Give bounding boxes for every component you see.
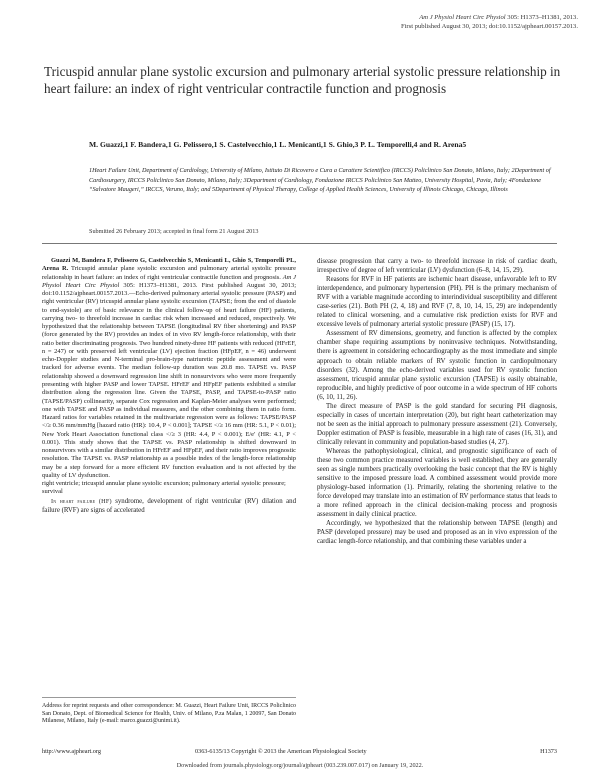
first-published: First published August 30, 2013; doi:10.1152/ajpheart.00157.2013. xyxy=(400,23,578,30)
body-paragraph: The direct measure of PASP is the gold standard for securing PH diagnosis, especially in cases of uncertain interpretation (20), but right heart catheterization may not be seen as the initial approach to pulmonary pressure assessment (21). Conversely, Doppler estimation of PASP is feasible, measurable in a high rate of cases (16, 31), and clinically relevant in community and population-based studies (4, 27). xyxy=(317,402,557,446)
right-column xyxy=(317,257,557,547)
body-paragraph: Whereas the pathophysiological, clinical, and prognostic significance of each of these two common practice measured variables is well established, they are generally seen as single numbers practically overlooking the basic concept that the RV is highly sensitive to the imposed pressure load. A combined assessment would provide more physiology-based information (1). Primarily, relating the shortening relative to the force developed may translate into an estimation of RV performance status that leads to a more refined approach in the clinical decision-making process and prognosis assessment in daily clinical practice. xyxy=(317,447,557,519)
copyright-line: 0363-6135/13 Copyright © 2013 the American Physiological Society xyxy=(195,748,367,755)
abstract-body: Echo-derived pulmonary arterial systolic pressure (PASP) and right ventricular (RV) tricuspid annular plane systolic excursion (TAPSE; from the end of diastole to end-systole) are of basic relevance in the clinical follow-up of heart failure (HF) patients, carrying two- to threefold increase in cardiac risk when increased and reduced, respectively. We hypothesized that the relationship between TAPSE (longitudinal RV fiber shortening) and PASP (force generated by the RV) provides an index of in vivo RV length-force relationship, with their ratio better discriminating prognosis. Two hundred ninety-three HF patients with reduced (HFrEF, n = 247) or with preserved left ventricular (LV) ejection fraction (HFpEF, n = 46) underwent echo-Doppler studies and N-terminal pro-brain-type natriuretic peptide assessment and were tracked for adverse events. The median follow-up duration was 20.8 mo. TAPSE vs. PASP relationship showed a downward regression line shift in nonsurvivors who were more frequently presenting with higher PASP and lower TAPSE. HFrEF and HFpEF patients exhibited a similar distribution along the regression line. Given the TAPSE, PASP, and TAPSE-to-PASP ratio (TAPSE/PASP) collinearity, separate Cox regression and Kaplan-Meier analyses were performed; one with TAPSE and PASP as individual measures, and the other combining them in ratio form. Hazard ratios for variables retained in the multivariate regression were as follows: TAPSE/PASP </≥ 0.36 mm/mmHg [hazard ratio (HR): 10.4, P < 0.001]; TAPSE </≥ 16 mm (HR: 5.1, P < 0.01); New York Heart Association functional class </≥ 3 (HR: 4.4, P < 0.001); E/e′ (HR: 4.1, P < 0.001). This study shows that the TAPSE vs. PASP relationship is shifted downward in nonsurvivors with a similar distribution in HFrEF and HFpEF, and their ratio improves prognostic resolution. The TAPSE vs. PASP relationship as a possible index of the length-force relationship may be a step forward for a more efficient RV function evaluation and is not affected by the quality of LV dysfunction. xyxy=(42,290,296,479)
page-number: H1373 xyxy=(540,748,557,755)
abstract-cite-tail: 305: H1373–H1381, 2013. First published August 30, 2013; doi:10.1152/ajpheart.00157.2013.— xyxy=(42,281,296,298)
left-column xyxy=(42,257,296,515)
header-divider xyxy=(42,243,557,244)
running-header xyxy=(401,13,578,31)
footnote-divider xyxy=(42,697,296,698)
abstract-cite-title: Tricuspid annular plane systolic excursion and pulmonary arterial systolic pressure relationship in heart failure: an index of right ventricular contractile function and prognosis. xyxy=(42,265,296,281)
journal-url-link[interactable]: http://www.ajpheart.org xyxy=(42,748,101,755)
intro-lead: In heart failure (HF) xyxy=(51,497,112,505)
correspondence-footnote: Address for reprint requests and other correspondence: M. Guazzi, Heart Failure Unit, IRCCS Policlinico San Donato, Dept. of Biomedical Science for Health, Univ. of Milano, P.za Malan, 1 20097, San Donato Milanese, Milano, Italy (e-mail: marco.guazzi@unimi.it). xyxy=(42,703,296,725)
affiliations: 1Heart Failure Unit, Department of Cardiology, University of Milano, Istituto Di Ricovero e Cura a Carattere Scientifico (IRCCS) Policlinico San Donato, Milano, Italy; 2Department of Cardiosurgery, IRCCS Policlinico San Donato, Milano, Italy; 3Department of Cardiology, Fondazione IRCCS Policlinico San Matteo, University Hospital, Pavia, Italy; 4Fondazione “Salvatore Maugeri,” IRCCS, Veruno, Italy; and 5Department of Physical Therapy, College of Applied Health Sciences, University of Illinois Chicago, Chicago, Illinois xyxy=(89,167,551,194)
author-list: M. Guazzi,1 F. Bandera,1 G. Pelissero,1 S. Castelvecchio,1 L. Menicanti,1 S. Ghio,3 P. L. Temporelli,4 and R. Arena5 xyxy=(89,140,467,149)
keywords: right ventricle; tricuspid annular plane systolic excursion; pulmonary arterial systolic pressure; survival xyxy=(42,480,286,496)
body-paragraph: Assessment of RV dimensions, geometry, and function is affected by the complex chamber shape requiring assumptions by noninvasive techniques. Notwithstanding, there is agreement in considering echocardiography as the most immediate and simple approach to obtain reliable markers of RV systolic function in cardiopulmonary disorders (32). Among the echo-derived variables used for RV systolic function assessment, tricuspid annular plane systolic excursion (TAPSE) is easily obtainable, reproducible, and highly predictive of poor outcome in a wide spectrum of HF cohorts (6, 10, 11, 26). xyxy=(317,330,557,401)
intro-text: syndrome, development of right ventricular (RV) dilation and failure (RVF) are signs of accelerated xyxy=(42,497,296,514)
body-paragraph: Reasons for RVF in HF patients are ischemic heart disease, unfavorable left to RV interdependence, and pulmonary hypertension (PH). PH is the primary mechanism of RVF with a variable magnitude according to interindividual susceptibility and different case-series (21). Both PH (2, 4, 18) and RVF (7, 8, 10, 14, 15, 29) are independently related to clinical worsening, and a cumulative risk prediction exists for RVF and excessive levels of pulmonary arterial systolic pressure (PASP) (15, 17). xyxy=(317,276,557,329)
download-notice: Downloaded from journals.physiology.org/journal/ajpheart (003.239.007.017) on January 19, 2022. xyxy=(176,762,424,769)
abstract-cite-authors: Guazzi M, Bandera F, Pelissero G, Castelvecchio S, Menicanti L, Ghio S, Temporelli PL, Arena R. xyxy=(42,257,296,273)
submission-dates: Submitted 26 February 2013; accepted in final form 21 August 2013 xyxy=(89,228,259,235)
journal-citation: Am J Physiol Heart Circ Physiol 305: H1373–H1381, 2013. xyxy=(419,14,578,21)
body-paragraph: Accordingly, we hypothesized that the relationship between TAPSE (length) and PASP (developed pressure) may be used and proposed as an in vivo expression of the cardiac length-force relationship, and that combining these variables under a xyxy=(317,520,557,546)
body-paragraph: disease progression that carry a two- to threefold increase in risk of cardiac death, irrespective of degree of left ventricular (LV) dysfunction (6–8, 14, 15, 29). xyxy=(317,258,557,275)
abstract xyxy=(42,257,296,480)
article-title: Tricuspid annular plane systolic excursion and pulmonary arterial systolic pressure relationship in heart failure: an index of right ventricular contractile function and prognosis xyxy=(44,64,561,96)
abstract-cite-journal: Am J Physiol Heart Circ Physiol xyxy=(42,273,296,289)
intro-paragraph xyxy=(42,497,296,515)
